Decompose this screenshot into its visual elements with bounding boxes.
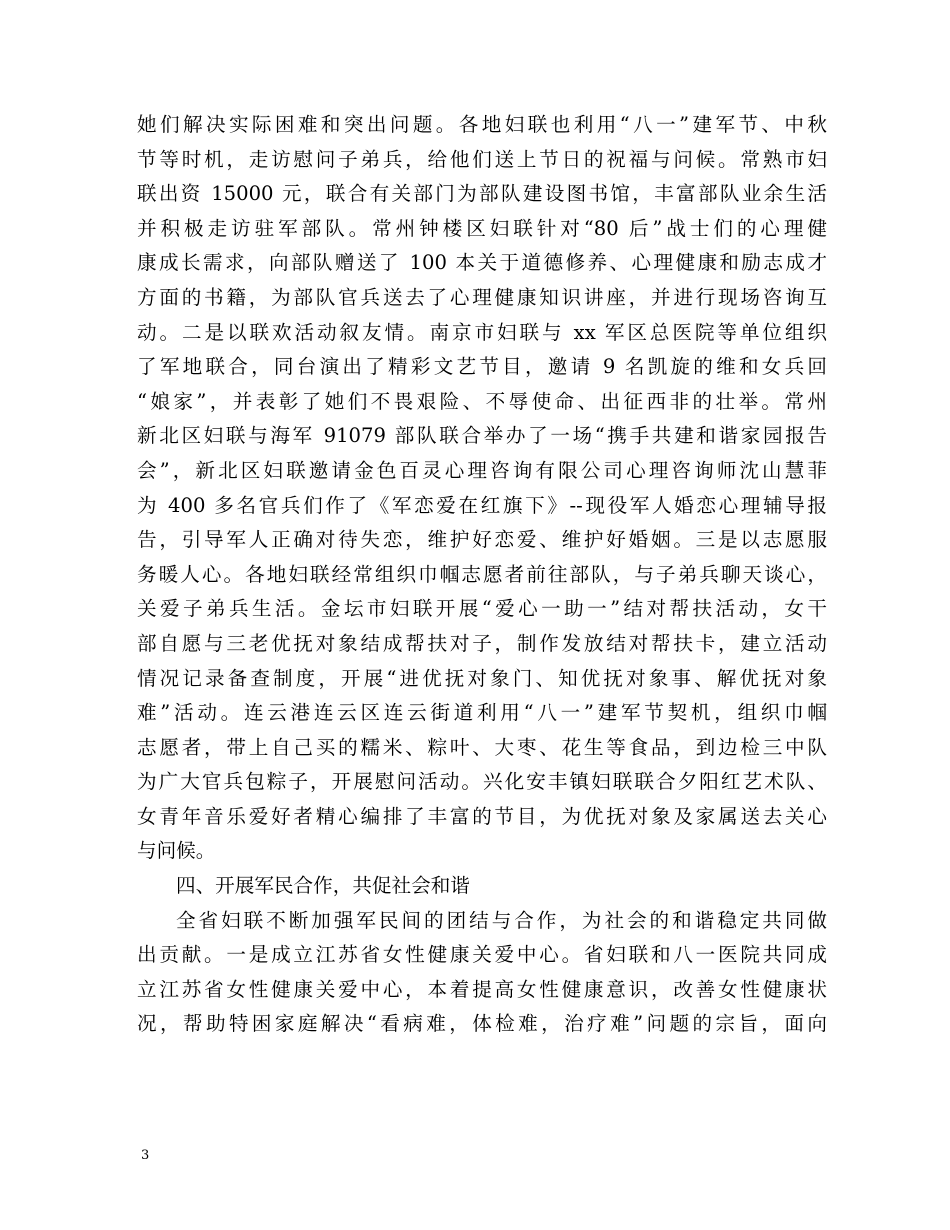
- text-line: “娘家”，并表彰了她们不畏艰险、不辱使命、出征西非的壮举。常州: [137, 389, 827, 413]
- body-text: [137, 108, 827, 1042]
- text-line: 联出资 15000 元，联合有关部门为部队建设图书馆，丰富部队业余生活: [137, 182, 827, 206]
- text-line: 关爱子弟兵生活。金坛市妇联开展“爱心一助一”结对帮扶活动，女干: [137, 597, 827, 621]
- text-line: 她们解决实际困难和突出问题。各地妇联也利用“八一”建军节、中秋: [137, 113, 827, 136]
- text-line: 并积极走访驻军部队。常州钟楼区妇联针对“80 后”战士们的心理健: [137, 216, 827, 240]
- text-line: 告，引导军人正确对待失恋，维护好恋爱、维护好婚姻。三是以志愿服: [137, 528, 827, 552]
- section-heading: 四、开展军民合作，共促社会和谐: [176, 874, 470, 898]
- text-line: 动。二是以联欢活动叙友情。南京市妇联与 xx 军区总医院等单位组织: [137, 320, 827, 344]
- text-line: 了军地联合，同台演出了精彩文艺节目，邀请 9 名凯旋的维和女兵回: [137, 355, 827, 379]
- text-line: 为 400 多名官兵们作了《军恋爱在红旗下》--现役军人婚恋心理辅导报: [137, 493, 827, 517]
- text-line: 会”，新北区妇联邀请金色百灵心理咨询有限公司心理咨询师沈山慧菲: [137, 458, 827, 482]
- text-line: 出贡献。一是成立江苏省女性健康关爱中心。省妇联和八一医院共同成: [137, 943, 827, 967]
- text-line: 康成长需求，向部队赠送了 100 本关于道德修养、心理健康和励志成才: [137, 251, 827, 275]
- text-line: 为广大官兵包粽子，开展慰问活动。兴化安丰镇妇联联合夕阳红艺术队、: [137, 770, 827, 794]
- text-line: 难”活动。连云港连云区连云街道利用“八一”建军节契机，组织巾帼: [137, 701, 827, 725]
- text-line: 务暖人心。各地妇联经常组织巾帼志愿者前往部队，与子弟兵聊天谈心，: [137, 562, 827, 586]
- text-line: 节等时机，走访慰问子弟兵，给他们送上节日的祝福与问候。常熟市妇: [137, 147, 827, 171]
- text-line: 方面的书籍，为部队官兵送去了心理健康知识讲座，并进行现场咨询互: [137, 285, 827, 309]
- text-line: 女青年音乐爱好者精心编排了丰富的节目，为优抚对象及家属送去关心: [137, 804, 827, 828]
- text-line: 立江苏省女性健康关爱中心，本着提高女性健康意识，改善女性健康状: [137, 977, 827, 1001]
- text-line: 志愿者，带上自己买的糯米、粽叶、大枣、花生等食品，到边检三中队: [137, 735, 827, 759]
- text-line: 与问候。: [137, 839, 216, 863]
- text-line: 部自愿与三老优抚对象结成帮扶对子，制作发放结对帮扶卡，建立活动: [137, 631, 827, 655]
- text-line: 况，帮助特困家庭解决“看病难，体检难，治疗难”问题的宗旨，面向: [137, 1012, 827, 1036]
- page-number: 3: [141, 1148, 150, 1163]
- text-line: 情况记录备查制度，开展“进优抚对象门、知优抚对象事、解优抚对象: [137, 666, 827, 690]
- text-line: 全省妇联不断加强军民间的团结与合作，为社会的和谐稳定共同做: [176, 908, 827, 932]
- text-line: 新北区妇联与海军 91079 部队联合举办了一场“携手共建和谐家园报告: [137, 424, 827, 448]
